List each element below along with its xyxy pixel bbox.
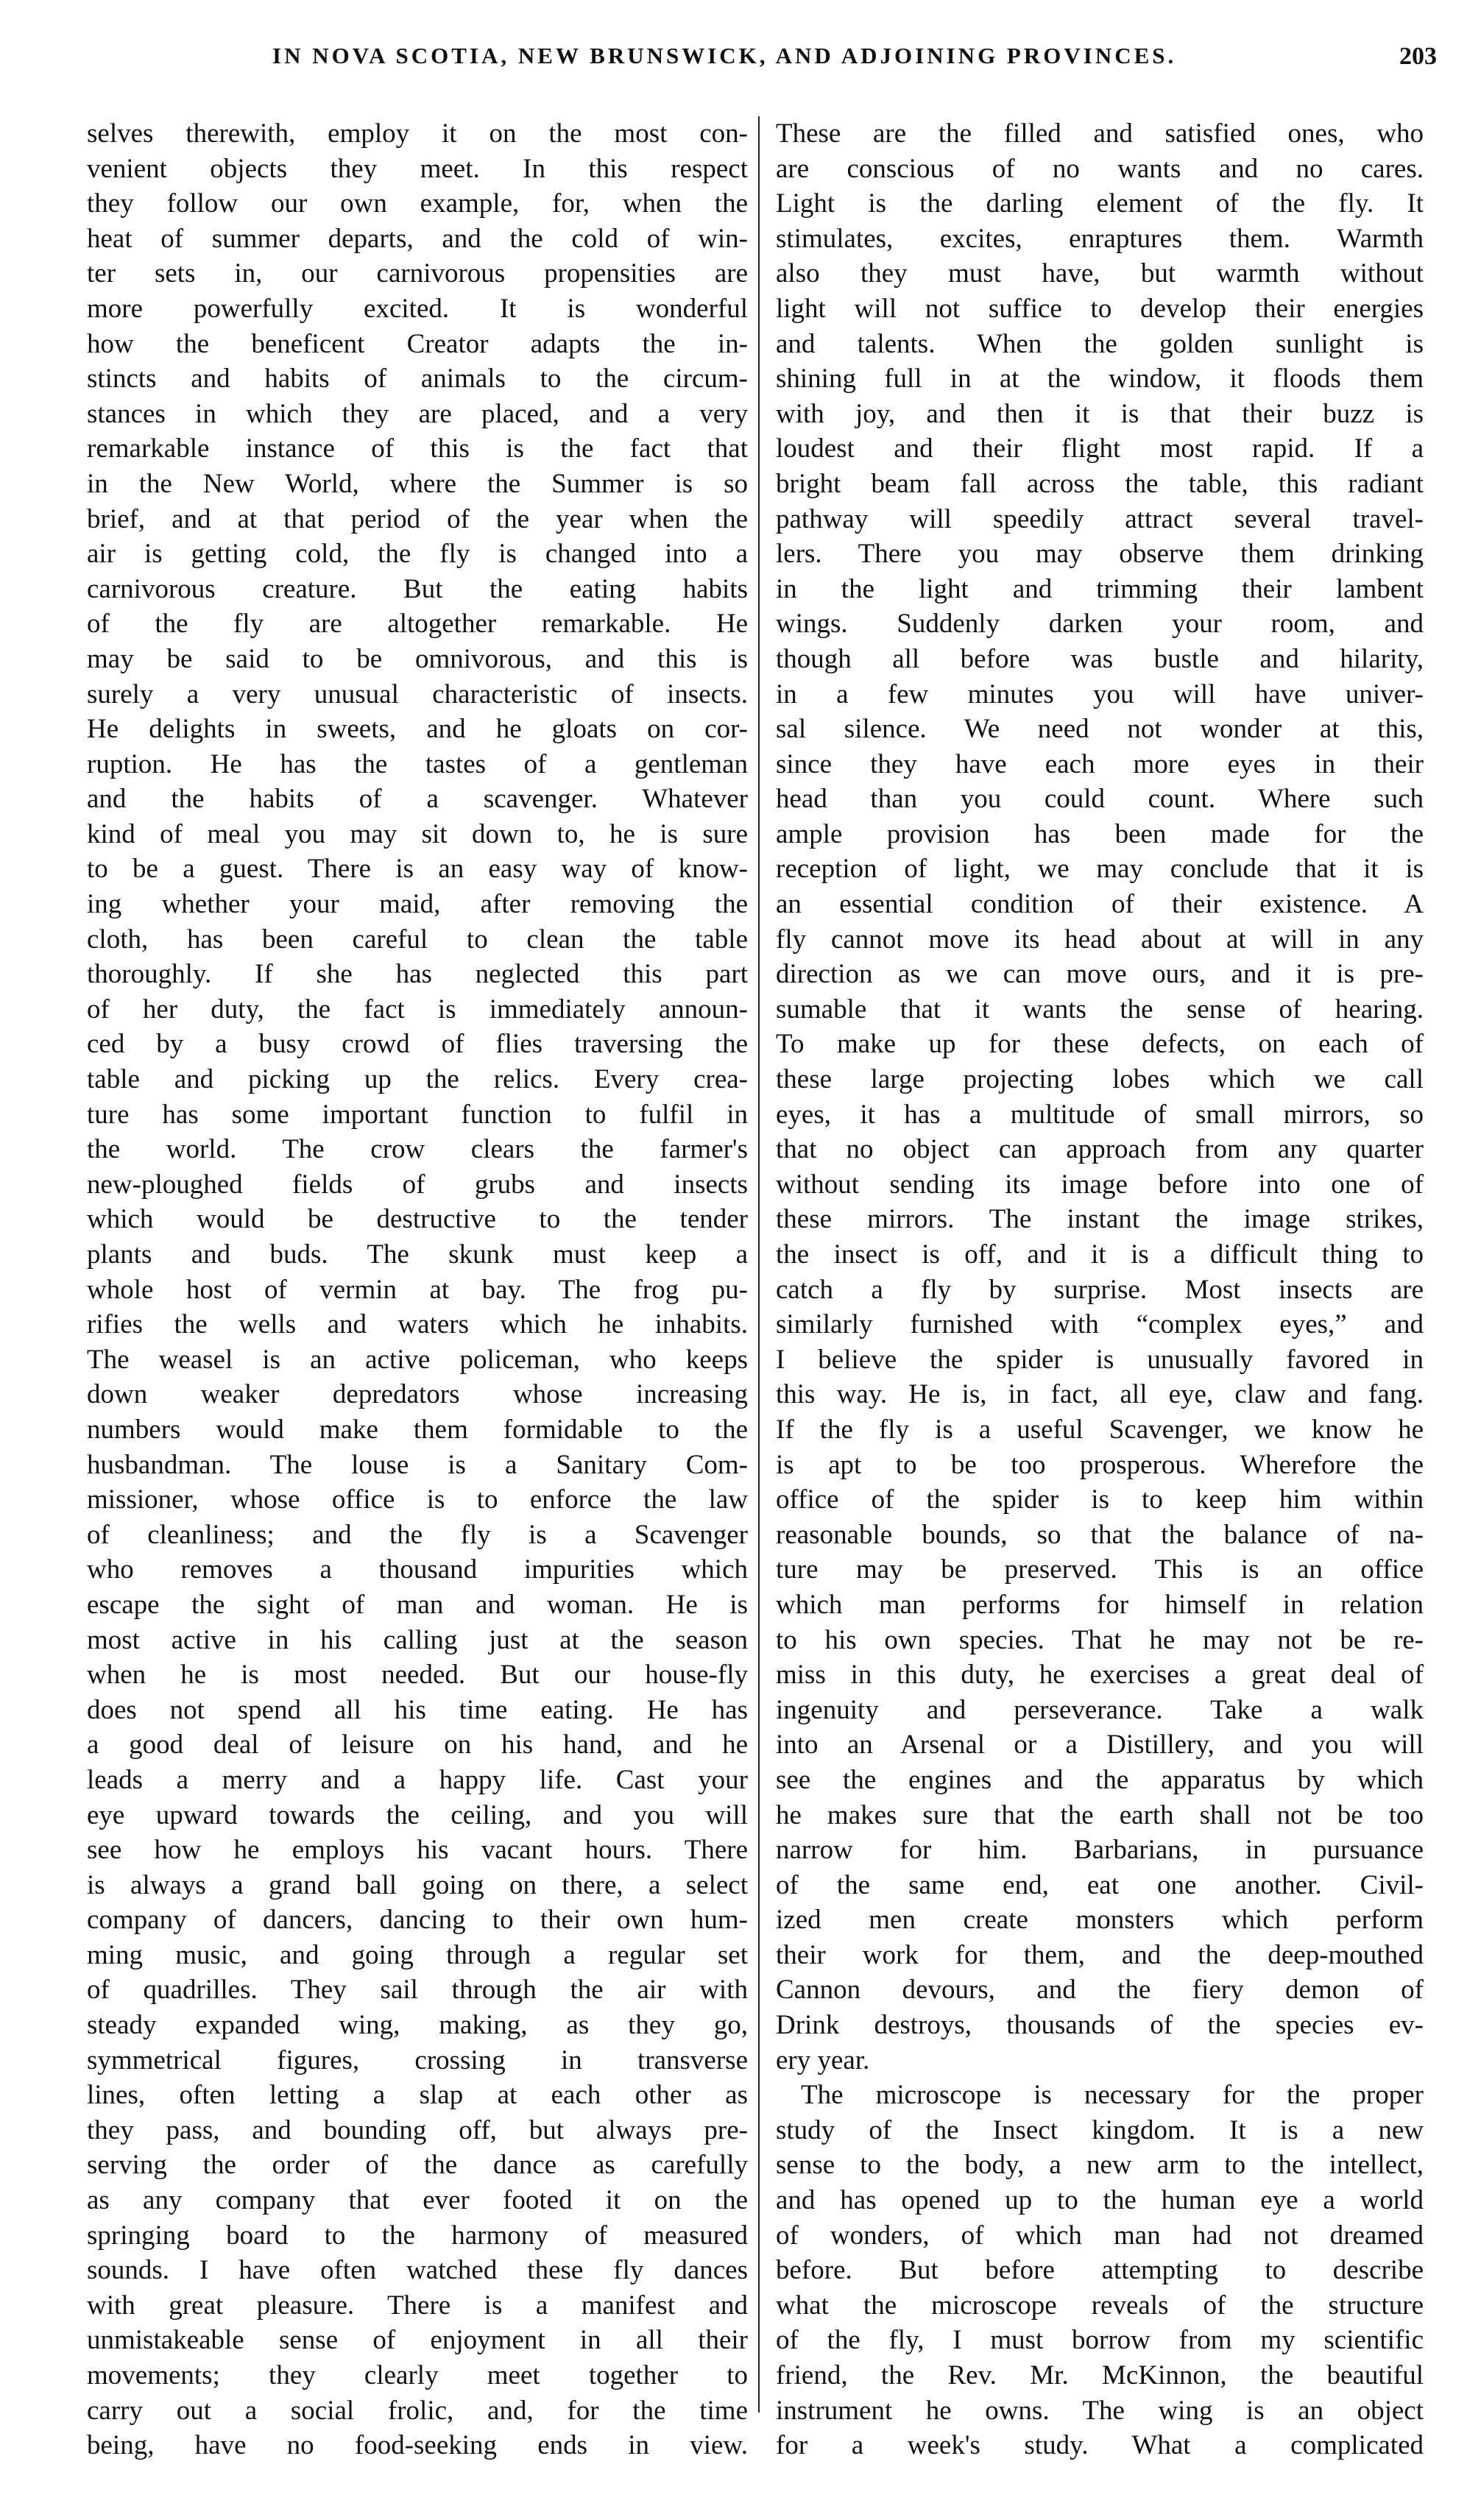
text-line: ing whether your maid, after removing the	[87, 889, 748, 920]
text-line: similarly furnished with “complex eyes,” and	[776, 1309, 1424, 1340]
text-line: does not spend all his time eating. He has	[87, 1694, 748, 1725]
text-line: escape the sight of man and woman. He is	[87, 1589, 748, 1620]
text-line: when he is most needed. But our house-fly	[87, 1660, 748, 1691]
text-line: these mirrors. The instant the image strikes,	[776, 1204, 1424, 1235]
text-line: this way. He is, in fact, all eye, claw and fang.	[776, 1379, 1424, 1410]
text-line: stincts and habits of animals to the circum-	[87, 364, 748, 394]
text-line: of the fly are altogether remarkable. He	[87, 609, 748, 640]
text-line: steady expanded wing, making, as they go,	[87, 2010, 748, 2041]
text-line: miss in this duty, he exercises a great deal of	[776, 1660, 1424, 1691]
text-line: these large projecting lobes which we call	[776, 1064, 1424, 1095]
page-number: 203	[1399, 43, 1437, 70]
text-line: ery year.	[776, 2045, 870, 2075]
text-line: in a few minutes you will have univer-	[776, 679, 1424, 709]
text-line: ruption. He has the tastes of a gentleman	[87, 748, 748, 779]
column-divider	[758, 116, 760, 2413]
text-line: ample provision has been made for the	[776, 818, 1424, 849]
text-line: their work for them, and the deep-mouthed	[776, 1939, 1424, 1970]
text-line: selves therewith, employ it on the most con-	[87, 118, 748, 149]
text-line: air is getting cold, the fly is changed into a	[87, 539, 748, 570]
text-line: into an Arsenal or a Distillery, and you will	[776, 1730, 1424, 1760]
text-line: leads a merry and a happy life. Cast your	[87, 1764, 748, 1795]
text-line: rifies the wells and waters which he inhabits.	[87, 1309, 748, 1340]
text-line: springing board to the harmony of measured	[87, 2220, 748, 2251]
text-line: Drink destroys, thousands of the species ev-	[776, 2010, 1424, 2041]
text-line: To make up for these defects, on each of	[776, 1029, 1424, 1060]
text-line: surely a very unusual characteristic of insects.	[87, 679, 748, 709]
text-line: loudest and their flight most rapid. If a	[776, 433, 1424, 464]
text-line: of wonders, of which man had not dreamed	[776, 2220, 1424, 2251]
text-line: to be a guest. There is an easy way of know-	[87, 854, 748, 885]
text-line: symmetrical figures, crossing in transverse	[87, 2045, 748, 2075]
text-line: plants and buds. The skunk must keep a	[87, 1239, 748, 1270]
text-line: without sending its image before into one of	[776, 1169, 1424, 1200]
text-line: ced by a busy crowd of flies traversing the	[87, 1029, 748, 1060]
text-line: heat of summer departs, and the cold of win-	[87, 223, 748, 254]
text-line: reasonable bounds, so that the balance of na-	[776, 1519, 1424, 1550]
text-line: eye upward towards the ceiling, and you will	[87, 1799, 748, 1830]
text-line: If the fly is a useful Scavenger, we know he	[776, 1414, 1424, 1445]
text-line: with joy, and then it is that their buzz is	[776, 398, 1424, 429]
text-line: carnivorous creature. But the eating habits	[87, 573, 748, 604]
text-line: that no object can approach from any quarter	[776, 1134, 1424, 1165]
text-line: though all before was bustle and hilarity,	[776, 643, 1424, 674]
text-line: ter sets in, our carnivorous propensities are	[87, 258, 748, 289]
text-line: which man performs for himself in relation	[776, 1589, 1424, 1620]
text-line: since they have each more eyes in their	[776, 748, 1424, 779]
text-line: see how he employs his vacant hours. There	[87, 1835, 748, 1866]
text-line: numbers would make them formidable to the	[87, 1414, 748, 1445]
text-line: they pass, and bounding off, but always pre-	[87, 2114, 748, 2145]
left-text-column	[87, 116, 748, 2463]
text-line: the world. The crow clears the farmer's	[87, 1134, 748, 1165]
text-line: direction as we can move ours, and it is pre-	[776, 959, 1424, 990]
text-line: and has opened up to the human eye a world	[776, 2185, 1424, 2216]
text-line: as any company that ever footed it on the	[87, 2185, 748, 2216]
text-line: to his own species. That he may not be re-	[776, 1624, 1424, 1655]
text-line: an essential condition of their existence. A	[776, 889, 1424, 920]
text-line: thoroughly. If she has neglected this part	[87, 959, 748, 990]
text-line: also they must have, but warmth without	[776, 258, 1424, 289]
text-line: who removes a thousand impurities which	[87, 1554, 748, 1585]
text-line: eyes, it has a multitude of small mirrors, so	[776, 1099, 1424, 1130]
text-line: These are the filled and satisfied ones, who	[776, 118, 1424, 149]
text-line: serving the order of the dance as carefully	[87, 2150, 748, 2181]
text-line: shining full in at the window, it floods them	[776, 364, 1424, 394]
text-line: light will not suffice to develop their energies	[776, 293, 1424, 324]
text-line: missioner, whose office is to enforce the law	[87, 1484, 748, 1515]
text-line: The microscope is necessary for the proper	[801, 2080, 1424, 2111]
text-line: stances in which they are placed, and a very	[87, 398, 748, 429]
right-text-column	[776, 116, 1424, 2463]
text-line: in the New World, where the Summer is so	[87, 468, 748, 499]
text-line: for a week's study. What a complicated	[776, 2430, 1424, 2461]
text-line: of cleanliness; and the fly is a Scavenger	[87, 1519, 748, 1550]
text-line: brief, and at that period of the year when the	[87, 503, 748, 534]
text-line: and the habits of a scavenger. Whatever	[87, 784, 748, 815]
text-line: stimulates, excites, enraptures them. Warmth	[776, 223, 1424, 254]
text-line: narrow for him. Barbarians, in pursuance	[776, 1835, 1424, 1866]
text-line: company of dancers, dancing to their own hum-	[87, 1905, 748, 1936]
text-line: Light is the darling element of the fly. It	[776, 188, 1424, 219]
text-line: lines, often letting a slap at each other as	[87, 2080, 748, 2111]
text-line: table and picking up the relics. Every crea-	[87, 1064, 748, 1095]
text-line: reception of light, we may conclude that it is	[776, 854, 1424, 885]
text-line: which would be destructive to the tender	[87, 1204, 748, 1235]
text-line: more powerfully excited. It is wonderful	[87, 293, 748, 324]
text-line: study of the Insect kingdom. It is a new	[776, 2114, 1424, 2145]
text-line: venient objects they meet. In this respect	[87, 153, 748, 184]
text-line: sounds. I have often watched these fly dances	[87, 2255, 748, 2286]
text-line: most active in his calling just at the season	[87, 1624, 748, 1655]
text-line: down weaker depredators whose increasing	[87, 1379, 748, 1410]
text-line: office of the spider is to keep him within	[776, 1484, 1424, 1515]
text-line: before. But before attempting to describe	[776, 2255, 1424, 2286]
text-line: he makes sure that the earth shall not be too	[776, 1799, 1424, 1830]
text-line: is apt to be too prosperous. Wherefore the	[776, 1449, 1424, 1480]
text-line: He delights in sweets, and he gloats on cor-	[87, 714, 748, 745]
text-line: head than you could count. Where such	[776, 784, 1424, 815]
text-line: and talents. When the golden sunlight is	[776, 328, 1424, 359]
text-line: unmistakeable sense of enjoyment in all their	[87, 2325, 748, 2356]
text-line: The weasel is an active policeman, who keeps	[87, 1344, 748, 1375]
text-line: they follow our own example, for, when the	[87, 188, 748, 219]
text-line: kind of meal you may sit down to, he is sure	[87, 818, 748, 849]
text-line: remarkable instance of this is the fact that	[87, 433, 748, 464]
text-line: whole host of vermin at bay. The frog pu-	[87, 1274, 748, 1305]
text-line: ingenuity and perseverance. Take a walk	[776, 1694, 1424, 1725]
text-line: is always a grand ball going on there, a select	[87, 1869, 748, 1900]
text-line: catch a fly by surprise. Most insects are	[776, 1274, 1424, 1305]
text-line: sumable that it wants the sense of hearing.	[776, 994, 1424, 1024]
text-line: are conscious of no wants and no cares.	[776, 153, 1424, 184]
running-head: IN NOVA SCOTIA, NEW BRUNSWICK, AND ADJOINING PROVINCES.	[272, 43, 1177, 68]
text-line: what the microscope reveals of the structure	[776, 2290, 1424, 2321]
text-line: may be said to be omnivorous, and this is	[87, 643, 748, 674]
text-line: in the light and trimming their lambent	[776, 573, 1424, 604]
text-line: sal silence. We need not wonder at this,	[776, 714, 1424, 745]
text-line: Cannon devours, and the fiery demon of	[776, 1975, 1424, 2006]
text-line: instrument he owns. The wing is an object	[776, 2395, 1424, 2426]
text-line: pathway will speedily attract several travel-	[776, 503, 1424, 534]
text-line: being, have no food-seeking ends in view.	[87, 2430, 748, 2461]
text-line: the insect is off, and it is a difficult thing to	[776, 1239, 1424, 1270]
text-line: husbandman. The louse is a Sanitary Com-	[87, 1449, 748, 1480]
text-line: sense to the body, a new arm to the intellect,	[776, 2150, 1424, 2181]
text-line: fly cannot move its head about at will in any	[776, 924, 1424, 955]
text-line: with great pleasure. There is a manifest and	[87, 2290, 748, 2321]
text-line: ized men create monsters which perform	[776, 1905, 1424, 1936]
text-line: lers. There you may observe them drinking	[776, 539, 1424, 570]
text-line: see the engines and the apparatus by which	[776, 1764, 1424, 1795]
text-line: cloth, has been careful to clean the table	[87, 924, 748, 955]
text-line: ming music, and going through a regular set	[87, 1939, 748, 1970]
text-line: new-ploughed fields of grubs and insects	[87, 1169, 748, 1200]
page-header	[74, 43, 1437, 87]
text-line: of her duty, the fact is immediately announ-	[87, 994, 748, 1024]
text-line: ture has some important function to fulfil in	[87, 1099, 748, 1130]
text-line: ture may be preserved. This is an office	[776, 1554, 1424, 1585]
text-line: how the beneficent Creator adapts the in-	[87, 328, 748, 359]
text-line: movements; they clearly meet together to	[87, 2360, 748, 2390]
text-line: a good deal of leisure on his hand, and he	[87, 1730, 748, 1760]
text-line: bright beam fall across the table, this radiant	[776, 468, 1424, 499]
text-line: carry out a social frolic, and, for the time	[87, 2395, 748, 2426]
text-line: of quadrilles. They sail through the air with	[87, 1975, 748, 2006]
text-line: of the same end, eat one another. Civil-	[776, 1869, 1424, 1900]
text-line: of the fly, I must borrow from my scientific	[776, 2325, 1424, 2356]
text-line: I believe the spider is unusually favored in	[776, 1344, 1424, 1375]
text-line: wings. Suddenly darken your room, and	[776, 609, 1424, 640]
text-line: friend, the Rev. Mr. McKinnon, the beautiful	[776, 2360, 1424, 2390]
